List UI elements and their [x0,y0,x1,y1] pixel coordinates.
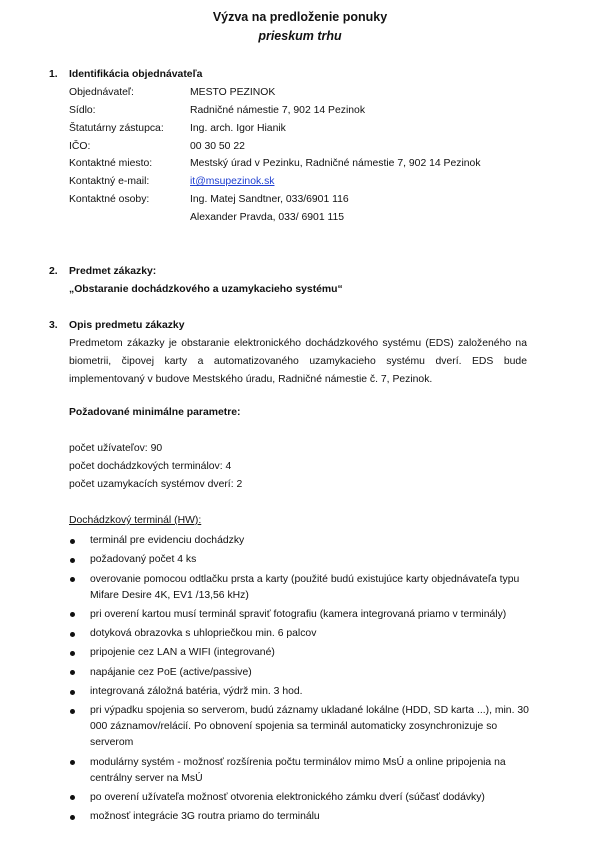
contact-person-2: Alexander Pravda, 033/ 6901 115 [190,212,345,223]
param-door-systems: počet uzamykacích systémov dverí: 2 [69,479,243,490]
section-2-number: 2. [49,266,58,277]
seat-label: Sídlo: [69,105,96,116]
ico-value: 00 30 50 22 [190,141,245,152]
contact-email-link[interactable]: it@msupezinok.sk [190,176,275,187]
seat-value: Radničné námestie 7, 902 14 Pezinok [190,105,366,116]
list-item: overovanie pomocou odtlačku prsta a karty (použité budú existujúce karty objednávateľa typu Mifare Desire 4K, EV1 /13,56 kHz) [69,572,539,604]
list-item: dotyková obrazovka s uhlopriečkou min. 6 palcov [69,626,539,642]
orderer-value: MESTO PEZINOK [190,87,276,98]
params-heading: Požadované minimálne parametre: [69,407,241,418]
list-item: modulárny systém - možnosť rozšírenia počtu terminálov mimo MsÚ a online pripojenia na centrálny server na MsÚ [69,755,539,787]
list-item: požadovaný počet 4 ks [69,552,539,568]
section-3-number: 3. [49,320,58,331]
list-item: pripojenie cez LAN a WIFI (integrované) [69,645,539,661]
section-3-heading: Opis predmetu zákazky [69,320,185,331]
list-item: integrovaná záložná batéria, výdrž min. 3 hod. [69,684,539,700]
contact-place-label: Kontaktné miesto: [69,158,153,169]
list-item: pri výpadku spojenia so serverom, budú záznamy ukladané lokálne (HDD, SD karta ...), min. 30 000 záznamov/relácií. Po obnovení spojenia sa terminál automaticky zosynchronizuje so serverom [69,703,539,751]
list-item: terminál pre evidenciu dochádzky [69,533,539,549]
list-item: napájanie cez PoE (active/passive) [69,665,539,681]
orderer-label: Objednávateľ: [69,87,134,98]
subject-title: „Obstaranie dochádzkového a uzamykacieho systému“ [69,284,343,295]
document-subtitle: prieskum trhu [258,29,342,43]
description-paragraph: Predmetom zákazky je obstaranie elektronického dochádzkového systému (EDS) založeného na biometrii, čipovej karty a automatizovaného uzamykacieho systému dverí. EDS bude implementovaný v budove Mestského úradu, Radničné námestie č. 7, Pezinok. [69,338,527,385]
contact-email-label: Kontaktný e-mail: [69,176,150,187]
section-1-number: 1. [49,69,58,80]
contact-person-1: Ing. Matej Sandtner, 033/6901 116 [190,194,349,205]
list-item: možnosť integrácie 3G routra priamo do terminálu [69,809,539,825]
statutory-label: Štatutárny zástupca: [69,123,164,134]
ico-label: IČO: [69,141,91,152]
list-item: po overení užívateľa možnosť otvorenia elektronického zámku dverí (súčasť dodávky) [69,790,539,806]
document-title: Výzva na predloženie ponuky [212,10,388,24]
contact-place-value: Mestský úrad v Pezinku, Radničné námestie 7, 902 14 Pezinok [190,158,481,169]
section-2-heading: Predmet zákazky: [69,266,157,277]
terminal-heading: Dochádzkový terminál (HW): [69,515,202,526]
section-1-heading: Identifikácia objednávateľa [69,69,203,80]
list-item: pri overení kartou musí terminál spraviť fotografiu (kamera integrovaná priamo v terminály) [69,607,539,623]
terminal-requirements-list [69,533,539,829]
param-terminals: počet dochádzkových terminálov: 4 [69,461,232,472]
contact-persons-label: Kontaktné osoby: [69,194,150,205]
statutory-value: Ing. arch. Igor Hianik [190,123,286,134]
param-users: počet užívateľov: 90 [69,443,163,454]
